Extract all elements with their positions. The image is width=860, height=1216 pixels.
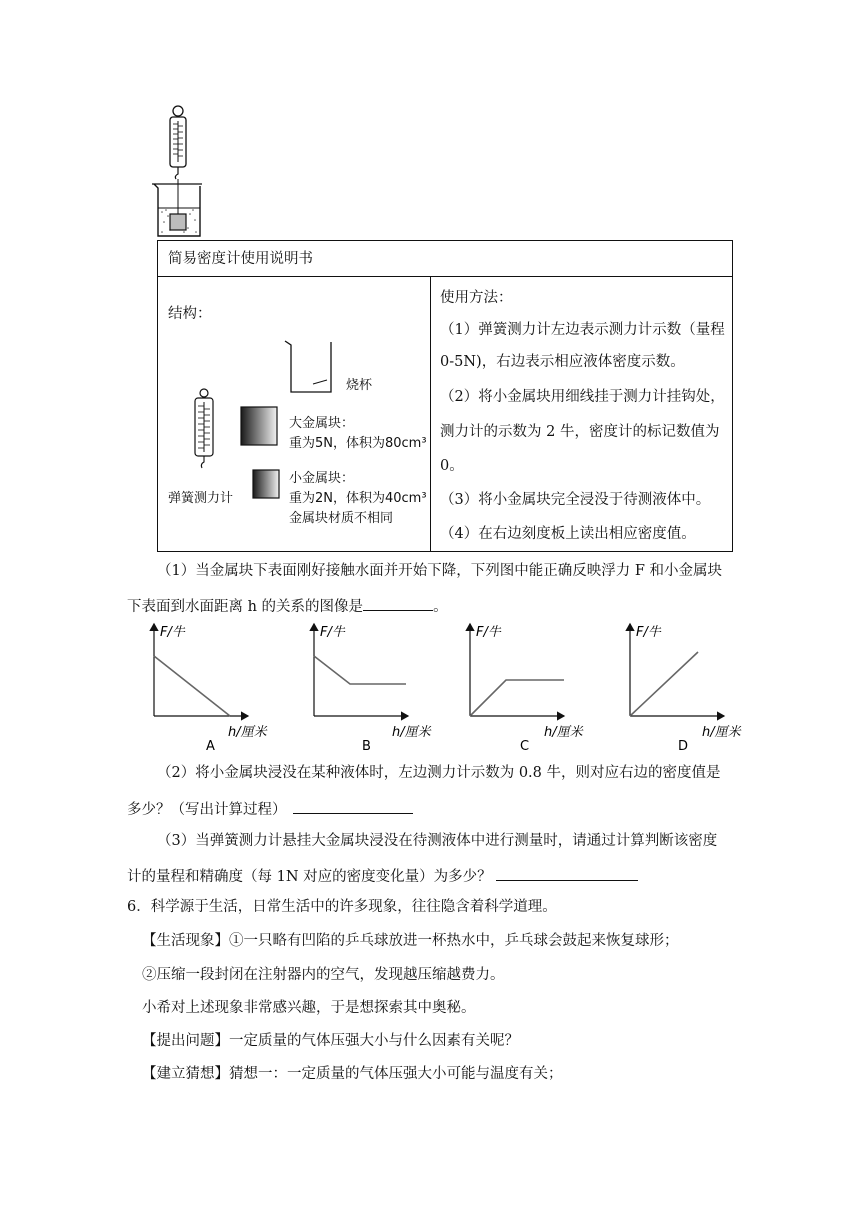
- usage-line-3: （2）将小金属块用细线挂于测力计挂钩处，: [440, 389, 725, 405]
- usage-line-5: 0。: [440, 458, 464, 474]
- graph-a[interactable]: [154, 624, 268, 754]
- graph-d-option: D: [678, 739, 689, 754]
- q1-answer-blank[interactable]: [363, 596, 433, 611]
- q3-answer-blank[interactable]: [496, 866, 638, 881]
- graph-b[interactable]: [314, 624, 432, 754]
- q1-line-2: [127, 596, 448, 615]
- graph-options: [140, 618, 760, 758]
- graph-a-option: A: [206, 739, 215, 754]
- q6-line-4: 小希对上述现象非常感兴趣，于是想探索其中奥秘。: [142, 1000, 476, 1016]
- graph-d-y-label: F/牛: [636, 625, 661, 640]
- q6-line-2: 【生活现象】①一只略有凹陷的乒乓球放进一杯热水中，乒乓球会鼓起来恢复球形；: [142, 933, 679, 949]
- usage-line-1: （1）弹簧测力计左边表示测力计示数（量程: [440, 322, 725, 338]
- apparatus-figure: [148, 104, 208, 240]
- graph-b-y-label: F/牛: [320, 625, 345, 640]
- graph-a-x-label: h/厘米: [228, 725, 267, 740]
- big-block-icon: [240, 406, 278, 446]
- big-block-title: 大金属块：: [289, 416, 355, 431]
- q2-answer-blank[interactable]: [293, 799, 413, 814]
- graph-c-y-label: F/牛: [476, 625, 501, 640]
- q1-line-1: （1）当金属块下表面刚好接触水面并开始下降，下列图中能正确反映浮力 F 和小金属块: [157, 563, 723, 579]
- usage-line-7: （4）在右边刻度板上读出相应密度值。: [440, 526, 696, 542]
- manual-title: 简易密度计使用说明书: [168, 251, 313, 267]
- graph-c-x-label: h/厘米: [544, 725, 583, 740]
- graph-c-option: C: [520, 739, 530, 754]
- graph-c[interactable]: [470, 624, 584, 754]
- q3-line-2: [127, 866, 638, 885]
- big-block-desc: 重为5N，体积为80cm³: [289, 436, 427, 451]
- q6-line-5: 【提出问题】一定质量的气体压强大小与什么因素有关呢？: [142, 1033, 519, 1049]
- q2-line-2-text: 多少？（写出计算过程）: [127, 802, 287, 818]
- q2-line-1: （2）将小金属块浸没在某种液体时，左边测力计示数为 0.8 牛，则对应右边的密度值是: [157, 765, 721, 781]
- q2-line-2: [127, 799, 413, 818]
- usage-line-6: （3）将小金属块完全浸没于待测液体中。: [440, 492, 711, 508]
- spring-scale-label: 弹簧测力计: [168, 491, 234, 506]
- small-block-title: 小金属块：: [289, 471, 355, 486]
- beaker-icon: [283, 338, 341, 398]
- q1-line-2-end: 。: [433, 599, 448, 615]
- q6-line-3: ②压缩一段封闭在注射器内的空气，发现越压缩越费力。: [142, 967, 505, 983]
- graph-b-option: B: [362, 739, 371, 754]
- q3-line-1: （3）当弹簧测力计悬挂大金属块浸没在待测液体中进行测量时，请通过计算判断该密度: [157, 833, 718, 849]
- graph-a-y-label: F/牛: [160, 625, 185, 640]
- spring-scale-icon: [189, 388, 219, 472]
- q6-line-1: 6．科学源于生活，日常生活中的许多现象，往往隐含着科学道理。: [127, 899, 557, 915]
- small-block-desc: 重为2N，体积为40cm³: [289, 491, 427, 506]
- material-note: 金属块材质不相同: [289, 511, 394, 526]
- usage-line-2: 0-5N)，右边表示相应液体密度示数。: [440, 354, 685, 370]
- q1-line-2-text: 下表面到水面距离 h 的关系的图像是: [127, 599, 364, 615]
- graph-d[interactable]: [630, 624, 742, 754]
- usage-title: 使用方法：: [440, 290, 513, 306]
- q3-line-2-text: 计的量程和精确度（每 1N 对应的密度变化量）为多少？: [127, 869, 492, 885]
- usage-line-4: 测力计的示数为 2 牛，密度计的标记数值为: [440, 424, 720, 440]
- manual-column-divider: [430, 276, 431, 551]
- manual-header-divider: [157, 276, 733, 277]
- graph-b-x-label: h/厘米: [392, 725, 431, 740]
- small-block-icon: [252, 469, 280, 499]
- graph-d-x-label: h/厘米: [702, 725, 741, 740]
- beaker-label: 烧杯: [346, 378, 373, 393]
- q6-line-6: 【建立猜想】猜想一：一定质量的气体压强大小可能与温度有关；: [142, 1066, 563, 1082]
- structure-label: 结构：: [168, 306, 212, 322]
